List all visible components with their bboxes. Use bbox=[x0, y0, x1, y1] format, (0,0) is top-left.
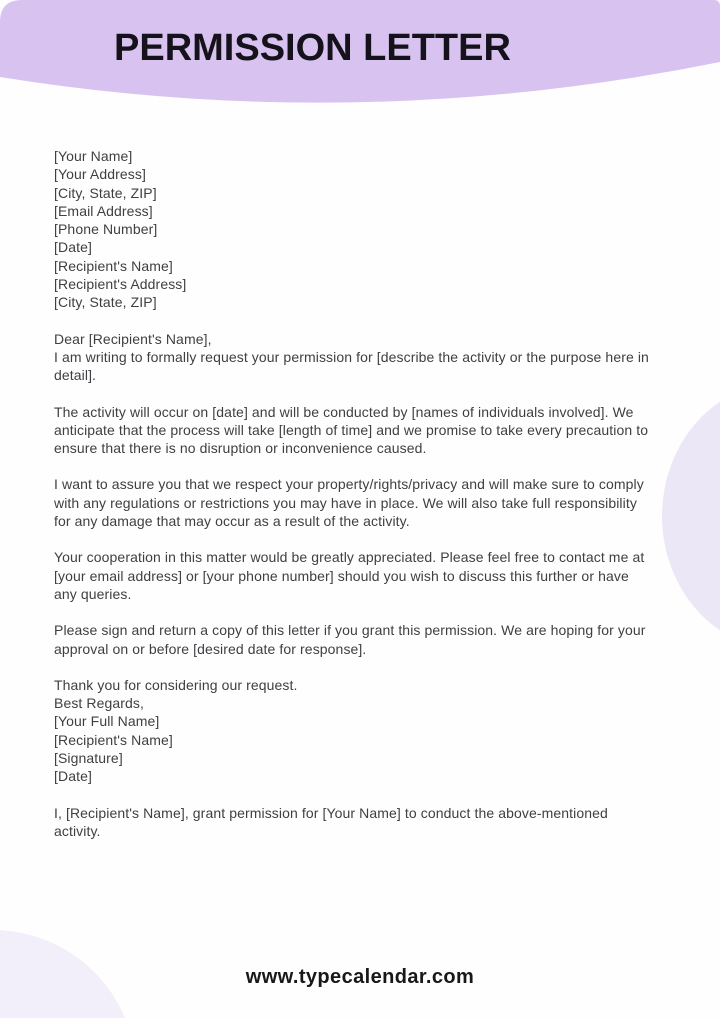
address-line: [City, State, ZIP] bbox=[54, 184, 157, 201]
paragraph: The activity will occur on [date] and will be conducted by [names of individuals involved]. We anticipate that the process will take [length of time] and we promise to take every precaution to ensure that there is no disruption or inconvenience caused. bbox=[54, 403, 649, 457]
signature-line: [Date] bbox=[54, 768, 92, 785]
thanks-line: Thank you for considering our request. bbox=[54, 676, 298, 693]
sender-address-block bbox=[54, 147, 652, 312]
paragraph: Your cooperation in this matter would be greatly appreciated. Please feel free to contact me at [your email address] or [your phone number] should you wish to discuss this further or have any queries. bbox=[54, 549, 645, 602]
closing-line: Best Regards, bbox=[54, 695, 145, 712]
body-paragraphs bbox=[54, 348, 652, 658]
address-line: [Email Address] bbox=[54, 202, 153, 219]
signature-line: [Signature] bbox=[54, 750, 123, 767]
address-line: [Phone Number] bbox=[54, 221, 158, 238]
paragraph: I want to assure you that we respect your property/rights/privacy and will make sure to comply with any regulations or restrictions you may have in place. We will also take full responsibility for any damage that may occur as a result of the activity. bbox=[54, 476, 644, 530]
footer-url: www.typecalendar.com bbox=[245, 966, 475, 988]
address-line: [Recipient's Address] bbox=[54, 276, 187, 293]
signature-line: [Recipient's Name] bbox=[54, 731, 173, 748]
grant-statement: I, [Recipient's Name], grant permission for [Your Name] to conduct the above-mentioned activity. bbox=[54, 804, 608, 839]
address-line: [Your Name] bbox=[54, 148, 133, 164]
signature-line: [Your Full Name] bbox=[54, 713, 160, 730]
letter-body bbox=[54, 147, 652, 840]
address-line: [City, State, ZIP] bbox=[54, 294, 157, 311]
address-line: [Date] bbox=[54, 239, 92, 256]
paragraph: Please sign and return a copy of this letter if you grant this permission. We are hoping for your approval on or before [desired date for response]. bbox=[54, 622, 646, 657]
decorative-circle-right bbox=[662, 382, 720, 650]
salutation: Dear [Recipient's Name], bbox=[54, 330, 212, 347]
page-title: PERMISSION LETTER bbox=[114, 27, 511, 69]
signature-block bbox=[54, 712, 652, 785]
address-line: [Your Address] bbox=[54, 166, 146, 183]
address-line: [Recipient's Name] bbox=[54, 257, 173, 274]
paragraph: I am writing to formally request your permission for [describe the activity or the purpose here in detail]. bbox=[54, 348, 649, 384]
